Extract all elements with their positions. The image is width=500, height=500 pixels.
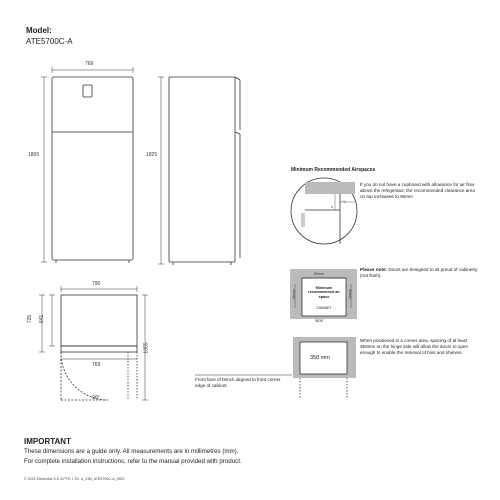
airspaces-heading: Minimum Recommended Airspaces: [291, 167, 376, 173]
open-depth-label: 1055: [143, 342, 150, 354]
cabinet-right-gap: 50mm: [348, 289, 352, 299]
cabinet-box-title: Minimum recommended air space: [308, 286, 340, 299]
side-height-dimension: [158, 77, 164, 264]
angle-label: 90°: [92, 395, 100, 401]
airspace-x-label: x: [331, 204, 333, 209]
top-width-label: 790: [92, 281, 101, 287]
airspace-detail: [291, 178, 357, 244]
front-view-fridge: [52, 77, 133, 263]
cabinet-left-gap: 50mm: [292, 289, 296, 299]
important-line-1: These dimensions are a guide only. All measurements are in millimetres (mm).: [24, 448, 239, 455]
airspaces-note: If you do not have a cupboard with allowance for air flow above the refrigerator, the recommended clearance area on top increases to 90mm: [360, 182, 475, 199]
corner-note: When positioned in a corner area, spacing of at least 350mm on the hinge side will allow the doors to open enough to enable the removal of bins and shelves.: [360, 338, 469, 355]
side-height-label: 1825: [146, 152, 158, 158]
copyright: © 2022 Electrolux S.E.A PTE. LTD. A_DIM_ATE5700C-A_0922: [24, 477, 125, 481]
cabinet-top-gap: 50mm: [314, 272, 324, 276]
bench-note: Front face of bench aligned to front corner edge of cabinet.: [195, 377, 281, 388]
airspace-y-label: Y: [343, 199, 346, 204]
important-line-2: For complete installation instructions, refer to the manual provided with product.: [24, 458, 242, 465]
front-width-label: 769: [85, 61, 94, 67]
model-value: ATE5700C-A: [26, 37, 73, 46]
depth-641-label: 641: [39, 314, 46, 324]
side-view-fridge: [169, 77, 240, 265]
cabinet-note-text: Doors are designed to sit proud of cabinetry (not flush).: [360, 267, 478, 278]
important-title: IMPORTANT: [24, 437, 71, 446]
corner-spacing-label: 350 mm: [310, 355, 330, 361]
cabinet-box-sub: CABINET: [316, 306, 332, 310]
front-height-dimension: [41, 77, 47, 262]
front-height-label: 1805: [28, 152, 40, 158]
top-view-fridge: [61, 295, 137, 400]
cabinet-note: [360, 267, 478, 279]
depth-725-label: 725: [27, 314, 34, 324]
cabinet-note-bold: Please note:: [360, 267, 388, 272]
bottom-width-label: 769: [92, 362, 101, 368]
cabinet-bottom-label: SIDE: [315, 319, 324, 323]
corner-diagram: [293, 337, 356, 398]
model-label: Model:: [26, 26, 52, 35]
top-view-dimensions: [39, 286, 148, 400]
front-width-dimension: [52, 67, 133, 73]
